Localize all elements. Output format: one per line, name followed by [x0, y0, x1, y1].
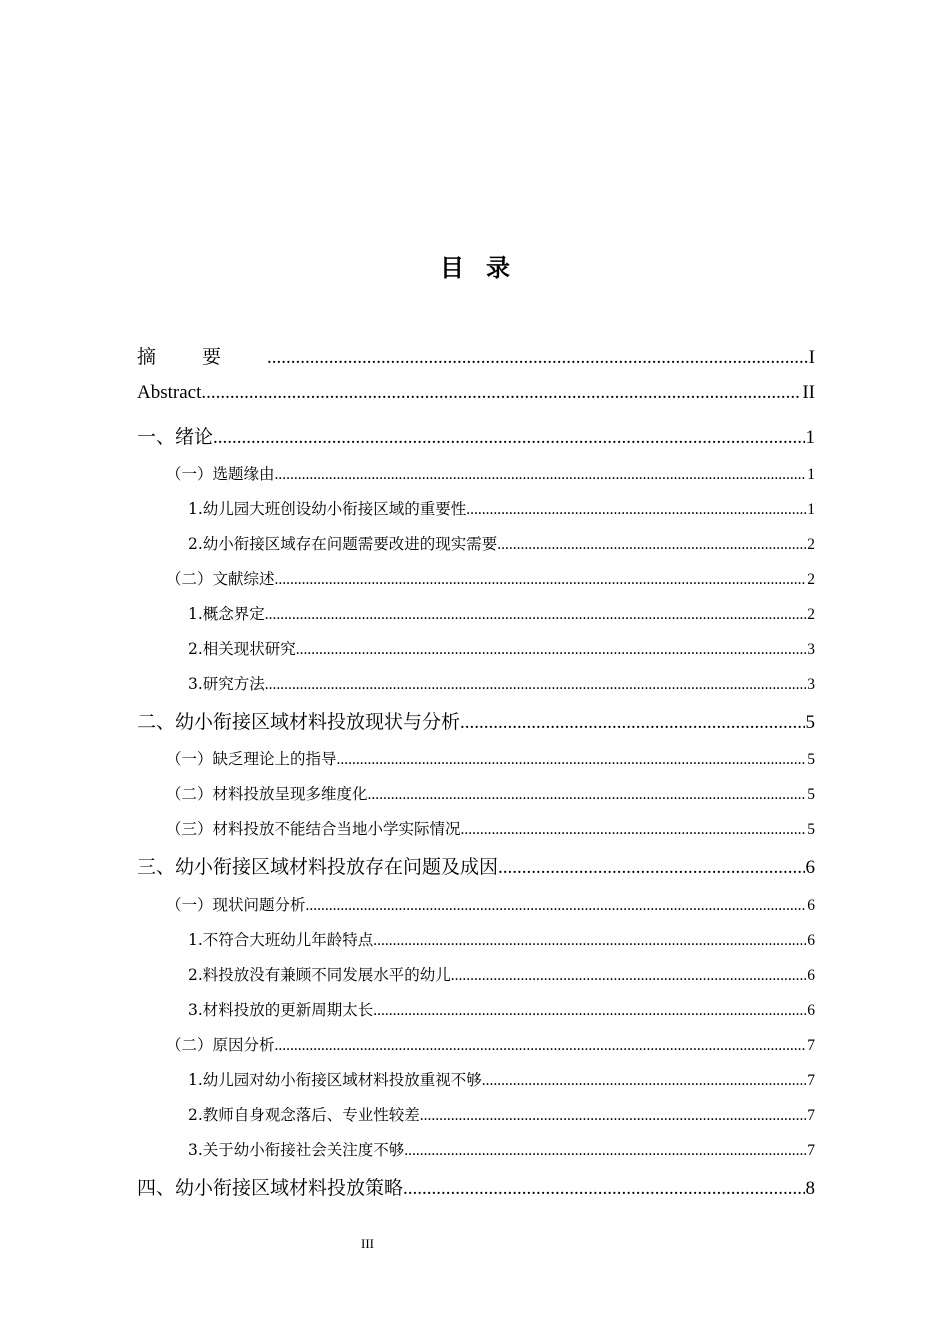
toc-leader-dots	[451, 967, 806, 985]
toc-leader-dots	[267, 347, 808, 369]
toc-entry[interactable]	[137, 707, 815, 737]
toc-entry-label: （一）现状问题分析	[166, 896, 306, 914]
toc-leader-dots	[482, 1072, 806, 1090]
toc-leader-dots	[275, 1037, 807, 1055]
toc-entry-page: 3	[807, 676, 815, 693]
toc-entry-label: （三）材料投放不能结合当地小学实际情况	[166, 820, 461, 838]
toc-leader-dots	[497, 536, 806, 554]
toc-entry[interactable]	[166, 1033, 815, 1059]
toc-leader-dots	[373, 932, 806, 950]
toc-entry-page: 1	[807, 466, 815, 483]
toc-entry-label: 1.幼儿园对幼小衔接区域材料投放重视不够	[188, 1071, 482, 1089]
toc-entry[interactable]	[188, 497, 815, 523]
toc-entry-label: 四、幼小衔接区域材料投放策略	[137, 1177, 404, 1199]
toc-entry[interactable]	[188, 963, 815, 989]
toc-entry-label: 摘要	[137, 346, 268, 368]
toc-entry-label: 2.相关现状研究	[188, 640, 296, 658]
toc-leader-dots	[337, 751, 807, 769]
toc-entry-page: 2	[807, 606, 815, 623]
toc-entry-label: 2.教师自身观念落后、专业性较差	[188, 1106, 420, 1124]
toc-entry-label: 2.幼小衔接区域存在问题需要改进的现实需要	[188, 535, 498, 553]
toc-entry-page: 6	[807, 932, 815, 949]
toc-entry-label: 二、幼小衔接区域材料投放现状与分析	[137, 711, 461, 733]
toc-leader-dots	[403, 1178, 804, 1200]
toc-entry-label: 3.关于幼小衔接社会关注度不够	[188, 1141, 405, 1159]
toc-entry[interactable]	[166, 567, 815, 593]
toc-entry-page: 1	[805, 427, 815, 448]
toc-leader-dots	[306, 897, 807, 915]
toc-entry[interactable]	[188, 672, 815, 698]
toc-entry-page: 6	[807, 967, 815, 984]
toc-entry[interactable]	[166, 747, 815, 773]
toc-entry-label: 2.料投放没有兼顾不同发展水平的幼儿	[188, 966, 451, 984]
toc-leader-dots	[275, 571, 807, 589]
toc-entry-label: 3.研究方法	[188, 675, 265, 693]
toc-entry-page: 5	[807, 751, 815, 768]
toc-entry-page: 1	[807, 501, 815, 518]
toc-entry-page: I	[808, 347, 815, 368]
toc-entry-page: 7	[807, 1142, 815, 1159]
toc-entry-page: 2	[807, 571, 815, 588]
toc-entry-label: 3.材料投放的更新周期太长	[188, 1001, 374, 1019]
toc-entry[interactable]	[188, 637, 815, 663]
toc-entry-label: Abstract	[137, 382, 202, 403]
toc-entry[interactable]	[137, 1173, 815, 1203]
toc-entry-page: 5	[807, 821, 815, 838]
footer-page-number: III	[361, 1236, 374, 1251]
toc-entry-label: 三、幼小衔接区域材料投放存在问题及成因	[137, 856, 499, 878]
toc-entry-label: 1.概念界定	[188, 605, 265, 623]
toc-entry[interactable]	[188, 998, 815, 1024]
toc-entry[interactable]	[188, 1068, 815, 1094]
toc-leader-dots	[404, 1142, 806, 1160]
toc-entry-page: 2	[807, 536, 815, 553]
toc-entry-label: 一、绪论	[137, 426, 214, 448]
toc-entry[interactable]	[137, 342, 815, 372]
toc-leader-dots	[296, 641, 806, 659]
toc-leader-dots	[265, 676, 806, 694]
toc-entry-page: 5	[807, 786, 815, 803]
toc-leader-dots	[498, 857, 804, 879]
toc-leader-dots	[461, 821, 807, 839]
toc-entry[interactable]	[188, 532, 815, 558]
toc-entry[interactable]	[188, 928, 815, 954]
toc-entry[interactable]	[166, 462, 815, 488]
toc-entry-label: 1.幼儿园大班创设幼小衔接区域的重要性	[188, 500, 467, 518]
toc-leader-dots	[368, 786, 807, 804]
toc-entry-page: 7	[807, 1107, 815, 1124]
toc-entry-page: 8	[805, 1178, 815, 1199]
toc-entry[interactable]	[137, 422, 815, 452]
toc-entry-page: 7	[807, 1072, 815, 1089]
toc-entry[interactable]	[166, 893, 815, 919]
toc-leader-dots	[201, 382, 801, 404]
toc-entry-label: （一）选题缘由	[166, 465, 275, 483]
toc-entry-page: 6	[805, 857, 815, 878]
toc-entry[interactable]	[166, 817, 815, 843]
toc-entry-page: 7	[807, 1037, 815, 1054]
toc-leader-dots	[466, 501, 806, 519]
toc-entry-label: （二）文献综述	[166, 570, 275, 588]
toc-entry[interactable]	[137, 382, 815, 412]
toc-entry[interactable]	[188, 1103, 815, 1129]
toc-leader-dots	[420, 1107, 806, 1125]
toc-entry-page: 6	[807, 1002, 815, 1019]
toc-entry-page: 6	[807, 897, 815, 914]
page-title: 目录	[440, 254, 532, 282]
toc-entry[interactable]	[188, 1138, 815, 1164]
toc-entry-label: （一）缺乏理论上的指导	[166, 750, 337, 768]
toc-entry-page: II	[802, 382, 815, 403]
toc-entry-page: 3	[807, 641, 815, 658]
toc-leader-dots	[460, 712, 804, 734]
toc-entry-label: （二）原因分析	[166, 1036, 275, 1054]
toc-entry-label: 1.不符合大班幼儿年龄特点	[188, 931, 374, 949]
toc-leader-dots	[275, 466, 807, 484]
toc-entry-page: 5	[805, 712, 815, 733]
toc-entry[interactable]	[188, 602, 815, 628]
toc-entry-label: （二）材料投放呈现多维度化	[166, 785, 368, 803]
toc-leader-dots	[213, 427, 804, 449]
toc-entry[interactable]	[166, 782, 815, 808]
toc-leader-dots	[373, 1002, 806, 1020]
toc-entry[interactable]	[137, 852, 815, 882]
toc-leader-dots	[265, 606, 806, 624]
